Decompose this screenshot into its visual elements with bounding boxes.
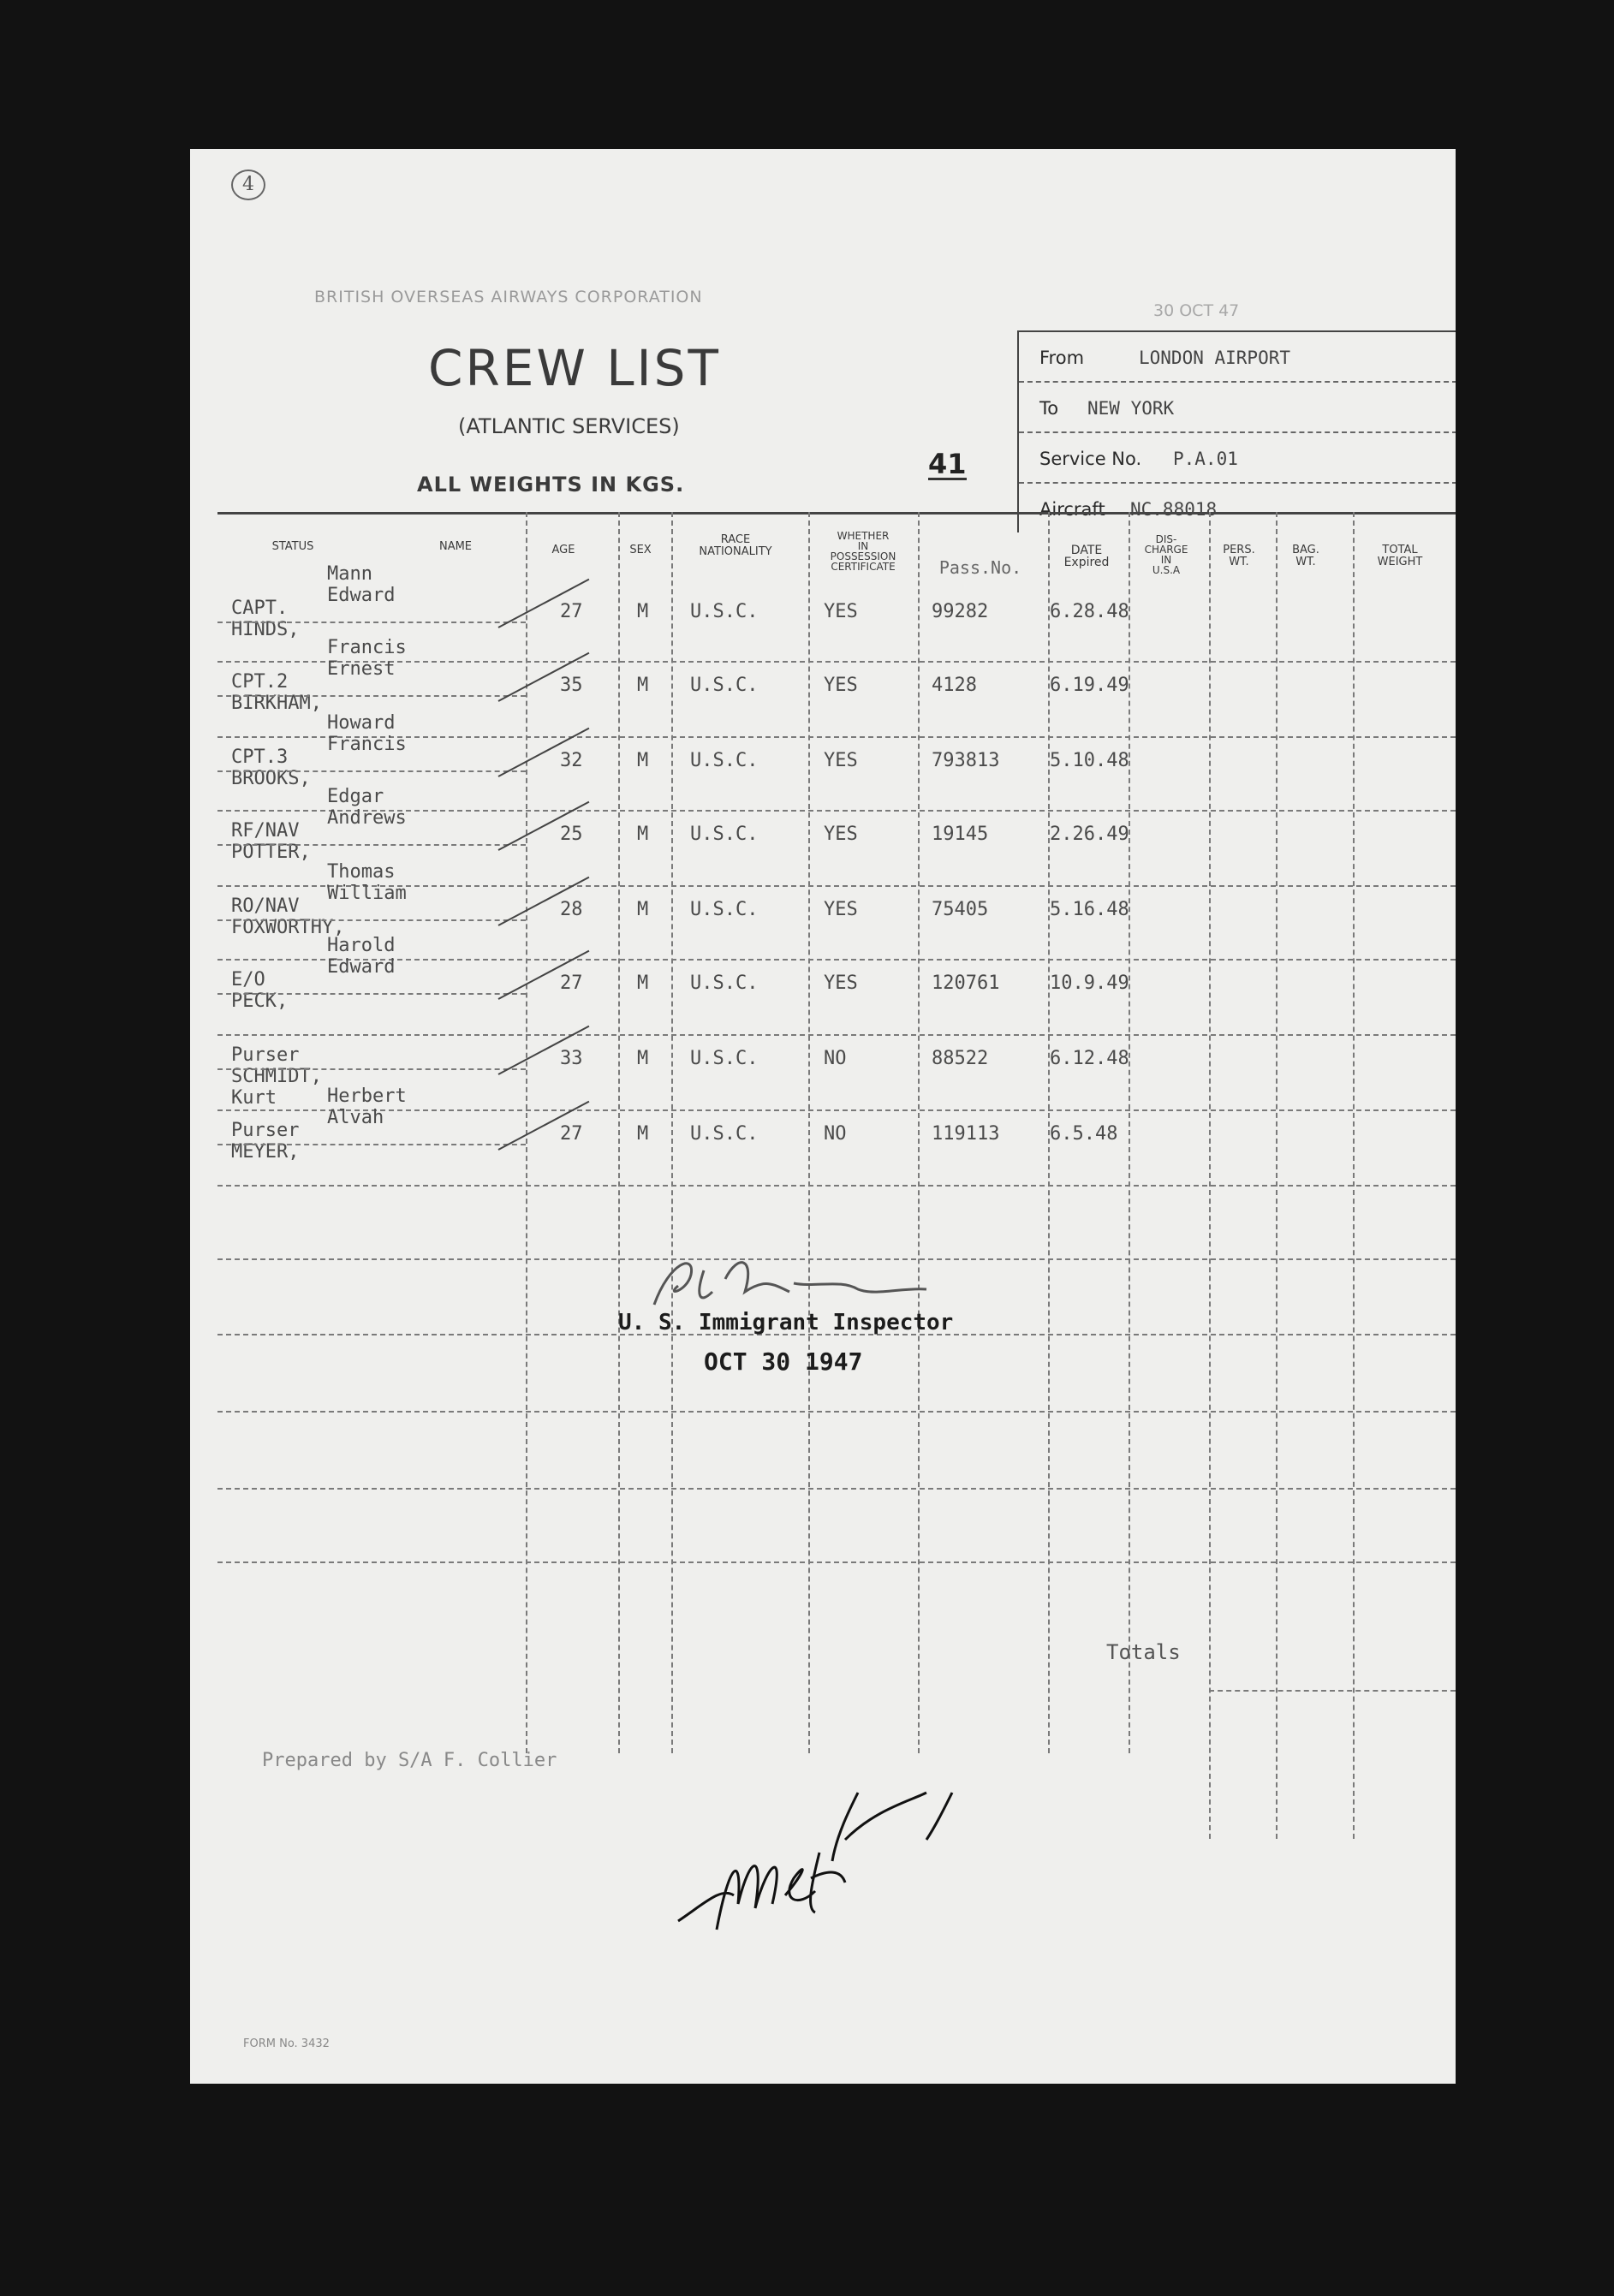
- col-header-total-weight: TOTAL WEIGHT: [1377, 544, 1423, 568]
- crew-passport-number: 99282: [932, 601, 989, 622]
- crew-status-surname: CAPT. HINDS,: [231, 598, 300, 640]
- crew-given-names: Thomas William: [327, 861, 407, 904]
- inspection-date-stamp: OCT 30 1947: [704, 1347, 863, 1376]
- aircraft-label: Aircraft: [1039, 499, 1105, 520]
- crew-age: 27: [560, 601, 583, 622]
- row-divider: [217, 1034, 1456, 1036]
- aircraft-value: NC.88018: [1130, 499, 1218, 520]
- crew-age: 28: [560, 899, 583, 920]
- service-value: P.A.01: [1173, 449, 1238, 469]
- crew-certificate: YES: [824, 675, 858, 696]
- row-divider: [217, 1561, 1456, 1563]
- document-title: CREW LIST: [428, 339, 721, 397]
- column-divider: [1353, 512, 1355, 1839]
- crew-certificate: NO: [824, 1048, 847, 1069]
- crew-expiry-date: 5.16.48: [1050, 899, 1129, 920]
- inspector-label: U. S. Immigrant Inspector: [618, 1310, 954, 1335]
- crew-certificate: YES: [824, 824, 858, 845]
- date-faint: 30 OCT 47: [1153, 301, 1240, 320]
- crew-status-surname: Purser SCHMIDT, Kurt: [231, 1044, 322, 1109]
- col-header-discharge: DIS- CHARGE IN U.S.A: [1144, 533, 1188, 576]
- col-header-passport: Pass.No.: [938, 557, 1022, 578]
- col-header-age: AGE: [551, 544, 575, 556]
- crew-status-surname: RF/NAV POTTER,: [231, 820, 311, 863]
- crew-passport-number: 793813: [932, 750, 1000, 771]
- crew-passport-number: 19145: [932, 824, 989, 845]
- crew-sex: M: [637, 899, 649, 920]
- crew-given-names: Harold Edward: [327, 935, 396, 978]
- col-header-status: STATUS: [271, 540, 314, 553]
- crew-passport-number: 75405: [932, 899, 989, 920]
- crew-nationality: U.S.C.: [690, 675, 759, 696]
- crew-status-surname: CPT.2 BIRKHAM,: [231, 671, 322, 714]
- crew-age: 33: [560, 1048, 583, 1069]
- sheet-number: 41: [928, 448, 967, 480]
- column-divider: [918, 512, 920, 1753]
- name-underline: [217, 1144, 526, 1145]
- crew-certificate: NO: [824, 1123, 847, 1145]
- captain-signature: [670, 1758, 1038, 1981]
- crew-certificate: YES: [824, 899, 858, 920]
- crew-certificate: YES: [824, 750, 858, 771]
- col-header-bag-wt: BAG. WT.: [1292, 544, 1319, 568]
- name-underline: [217, 1068, 526, 1070]
- crew-expiry-date: 2.26.49: [1050, 824, 1129, 845]
- col-header-race: RACE NATIONALITY: [699, 533, 772, 558]
- row-divider: [217, 1411, 1456, 1413]
- crew-expiry-date: 6.5.48: [1050, 1123, 1118, 1145]
- column-divider: [808, 512, 810, 1753]
- crew-age: 35: [560, 675, 583, 696]
- column-divider: [1129, 512, 1130, 1753]
- crew-sex: M: [637, 750, 649, 771]
- crew-status-surname: Purser MEYER,: [231, 1120, 300, 1163]
- crew-passport-number: 88522: [932, 1048, 989, 1069]
- crew-certificate: YES: [824, 601, 858, 622]
- crew-expiry-date: 6.28.48: [1050, 601, 1129, 622]
- col-header-name: NAME: [438, 540, 473, 553]
- crew-list-document: [190, 149, 1456, 2084]
- info-row-service: [1019, 433, 1456, 484]
- crew-certificate: YES: [824, 973, 858, 994]
- crew-nationality: U.S.C.: [690, 1048, 759, 1069]
- crew-passport-number: 119113: [932, 1123, 1000, 1145]
- form-number: FORM No. 3432: [243, 2037, 330, 2050]
- crew-sex: M: [637, 675, 649, 696]
- col-header-date: DATE Expired: [1063, 544, 1110, 569]
- crew-nationality: U.S.C.: [690, 973, 759, 994]
- crew-given-names: Howard Francis: [327, 712, 407, 755]
- crew-sex: M: [637, 601, 649, 622]
- from-label: From: [1039, 348, 1085, 368]
- crew-sex: M: [637, 824, 649, 845]
- name-underline: [217, 993, 526, 995]
- row-divider: [217, 1185, 1456, 1187]
- crew-status-surname: E/O PECK,: [231, 969, 289, 1012]
- crew-age: 25: [560, 824, 583, 845]
- name-underline: [217, 844, 526, 846]
- crew-passport-number: 4128: [932, 675, 977, 696]
- col-header-pers-wt: PERS. WT.: [1223, 544, 1255, 568]
- crew-given-names: Edgar Andrews: [327, 786, 407, 829]
- column-divider: [618, 512, 620, 1753]
- info-row-aircraft: [1019, 484, 1456, 534]
- row-divider: [217, 959, 1456, 961]
- crew-sex: M: [637, 973, 649, 994]
- col-header-possession: WHETHER IN POSSESSION CERTIFICATE: [830, 530, 896, 573]
- name-underline: [217, 919, 526, 921]
- crew-age: 32: [560, 750, 583, 771]
- crew-sex: M: [637, 1123, 649, 1145]
- weights-note: ALL WEIGHTS IN KGS.: [417, 473, 685, 497]
- crew-nationality: U.S.C.: [690, 824, 759, 845]
- crew-expiry-date: 10.9.49: [1050, 973, 1129, 994]
- flight-info-box: [1017, 330, 1456, 532]
- service-label: Service No.: [1039, 449, 1142, 469]
- page-marker: 4: [231, 170, 265, 200]
- crew-expiry-date: 6.12.48: [1050, 1048, 1129, 1069]
- crew-age: 27: [560, 973, 583, 994]
- name-underline: [217, 695, 526, 697]
- crew-expiry-date: 5.10.48: [1050, 750, 1129, 771]
- crew-nationality: U.S.C.: [690, 601, 759, 622]
- crew-nationality: U.S.C.: [690, 750, 759, 771]
- crew-passport-number: 120761: [932, 973, 1000, 994]
- crew-nationality: U.S.C.: [690, 899, 759, 920]
- prepared-by: Prepared by S/A F. Collier: [262, 1750, 557, 1771]
- crew-given-names: Francis Ernest: [327, 637, 407, 680]
- from-value: LONDON AIRPORT: [1139, 348, 1291, 368]
- crew-given-names: Herbert Alvah: [327, 1086, 407, 1128]
- column-divider: [1209, 512, 1211, 1839]
- name-underline: [217, 622, 526, 623]
- crew-sex: M: [637, 1048, 649, 1069]
- totals-label: Totals: [1106, 1640, 1181, 1664]
- info-row-to: [1019, 383, 1456, 433]
- to-label: To: [1039, 398, 1059, 419]
- name-underline: [217, 770, 526, 772]
- crew-expiry-date: 6.19.49: [1050, 675, 1129, 696]
- crew-status-surname: CPT.3 BROOKS,: [231, 746, 311, 789]
- column-divider: [1276, 512, 1278, 1839]
- header-rule: [217, 512, 1456, 515]
- crew-status-surname: RO/NAV FOXWORTHY,: [231, 895, 345, 938]
- to-value: NEW YORK: [1087, 398, 1175, 419]
- totals-rule: [1209, 1690, 1456, 1692]
- airline-header: BRITISH OVERSEAS AIRWAYS CORPORATION: [314, 288, 703, 306]
- col-header-sex: SEX: [629, 544, 652, 556]
- crew-nationality: U.S.C.: [690, 1123, 759, 1145]
- info-row-from: [1019, 332, 1456, 383]
- document-subtitle: (ATLANTIC SERVICES): [458, 414, 680, 438]
- row-divider: [217, 1488, 1456, 1490]
- column-divider: [671, 512, 673, 1753]
- crew-age: 27: [560, 1123, 583, 1145]
- crew-given-names: Mann Edward: [327, 563, 396, 606]
